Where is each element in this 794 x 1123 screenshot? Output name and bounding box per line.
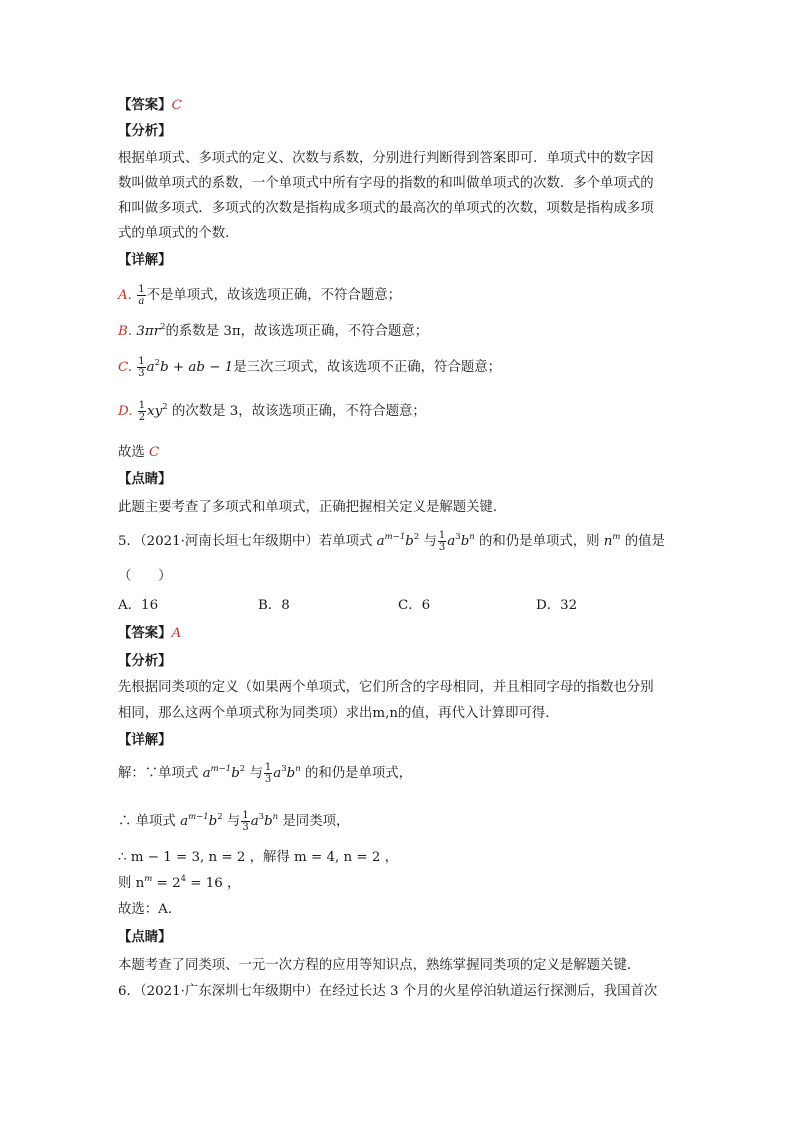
q4-analysis-line-2: 数叫做单项式的系数，一个单项式中所有字母的指数的和叫做单项式的次数．多个单项式的	[118, 176, 654, 191]
q4-detail-tag: 【详解】	[118, 253, 172, 268]
q4-answer-line	[118, 96, 182, 116]
q5-detail-tag: 【详解】	[118, 733, 172, 748]
q5-option-d: D．32	[536, 598, 578, 613]
q4-detail-a: A. $\frac{1}{a}$ 不是单项式，故该选项正确，不符合题意；	[118, 284, 401, 307]
q5-answer-value: A	[171, 626, 182, 641]
q4-detail-c: C. $\frac{1}{3}$ $a^2b$ + ab − 1是三次三项式，故该选项不正确，符合题意；	[118, 356, 502, 379]
fraction: $\frac{1}{2}$	[138, 400, 146, 423]
q5-comment-text: 本题考查了同类项、一元一次方程的应用等知识点，熟练掌握同类项的定义是解题关键．	[118, 958, 641, 973]
q5-analysis-line-1: 先根据同类项的定义（如果两个单项式，它们所含的字母相同，并且相同字母的指数也分别	[118, 680, 654, 695]
q5-detail-line-2: ∴ 单项式 $a^{m-1}b^2$ 与 $\frac{1}{3}$ $a^3b^n$ 是同类项，	[118, 810, 350, 833]
fraction: $\frac{1}{3}$	[242, 810, 249, 833]
q5-comment-tag: 【点睛】	[118, 930, 172, 945]
q4-analysis-line-4: 式的单项式的个数．	[118, 226, 239, 241]
q4-conclusion: 故选 C	[118, 445, 160, 460]
answer-tag: 【答案】	[118, 98, 172, 113]
q5-analysis-tag: 【分析】	[118, 654, 172, 669]
q5-option-b: B．8	[258, 598, 290, 613]
fraction: $\frac{1}{3}$	[264, 762, 272, 785]
q4-answer-value: C	[171, 98, 182, 113]
q5-answer-line: 【答案】A	[118, 626, 182, 641]
q5-stem: 5．（2021·河南长垣七年级期中）若单项式 $a^{m-1}b^2$ 与 $\frac{1}{3}$ $a^3b^n$ 的和仍是单项式，则 $n^m$ 的值是	[118, 530, 665, 553]
q5-detail-line-1: 解：∵单项式 $a^{m-1}b^2$ 与 $\frac{1}{3}$ $a^3b^n$ 的和仍是单项式，	[118, 762, 413, 785]
q6-stem: 6．（2021·广东深圳七年级期中）在经过长达 3 个月的火星停泊轨道运行探测后，我国首次	[118, 984, 658, 999]
fraction: $\frac{1}{a}$	[138, 284, 145, 307]
q5-detail-line-5: 故选：A．	[118, 902, 182, 917]
q4-analysis-tag: 【分析】	[118, 124, 172, 139]
q4-detail-d: D. $\frac{1}{2}$ $xy^2$ 的次数是 3，故该选项正确，不符合题意；	[118, 400, 426, 423]
q4-detail-b: B. $3\pi r^2$的系数是 3π，故该选项正确，不符合题意；	[118, 322, 429, 339]
q5-option-c: C．6	[398, 598, 431, 613]
q5-detail-line-3: ∴ m − 1 = 3, n = 2 ，解得 m = 4, n = 2 ，	[118, 850, 399, 865]
q5-analysis-line-2: 相同，那么这两个单项式称为同类项）求出m,n的值，再代入计算即可得．	[118, 706, 559, 721]
q4-comment-tag: 【点睛】	[118, 472, 172, 487]
q4-analysis-line-3: 和叫做多项式．多项式的次数是指构成多项式的最高次的单项式的次数，项数是指构成多项	[118, 201, 654, 216]
q4-comment-text: 此题主要考查了多项式和单项式，正确把握相关定义是解题关键．	[118, 500, 507, 515]
q4-analysis-line-1: 根据单项式、多项式的定义、次数与系数，分别进行判断得到答案即可．单项式中的数字因	[118, 151, 654, 166]
q5-option-a: A．16	[118, 598, 159, 613]
q5-blank: （ ）	[118, 569, 172, 584]
fraction: $\frac{1}{3}$	[138, 356, 145, 379]
fraction: $\frac{1}{3}$	[438, 530, 446, 553]
q5-detail-line-4: 则 $n^m = 2^4 = 16$ ，	[118, 874, 241, 891]
